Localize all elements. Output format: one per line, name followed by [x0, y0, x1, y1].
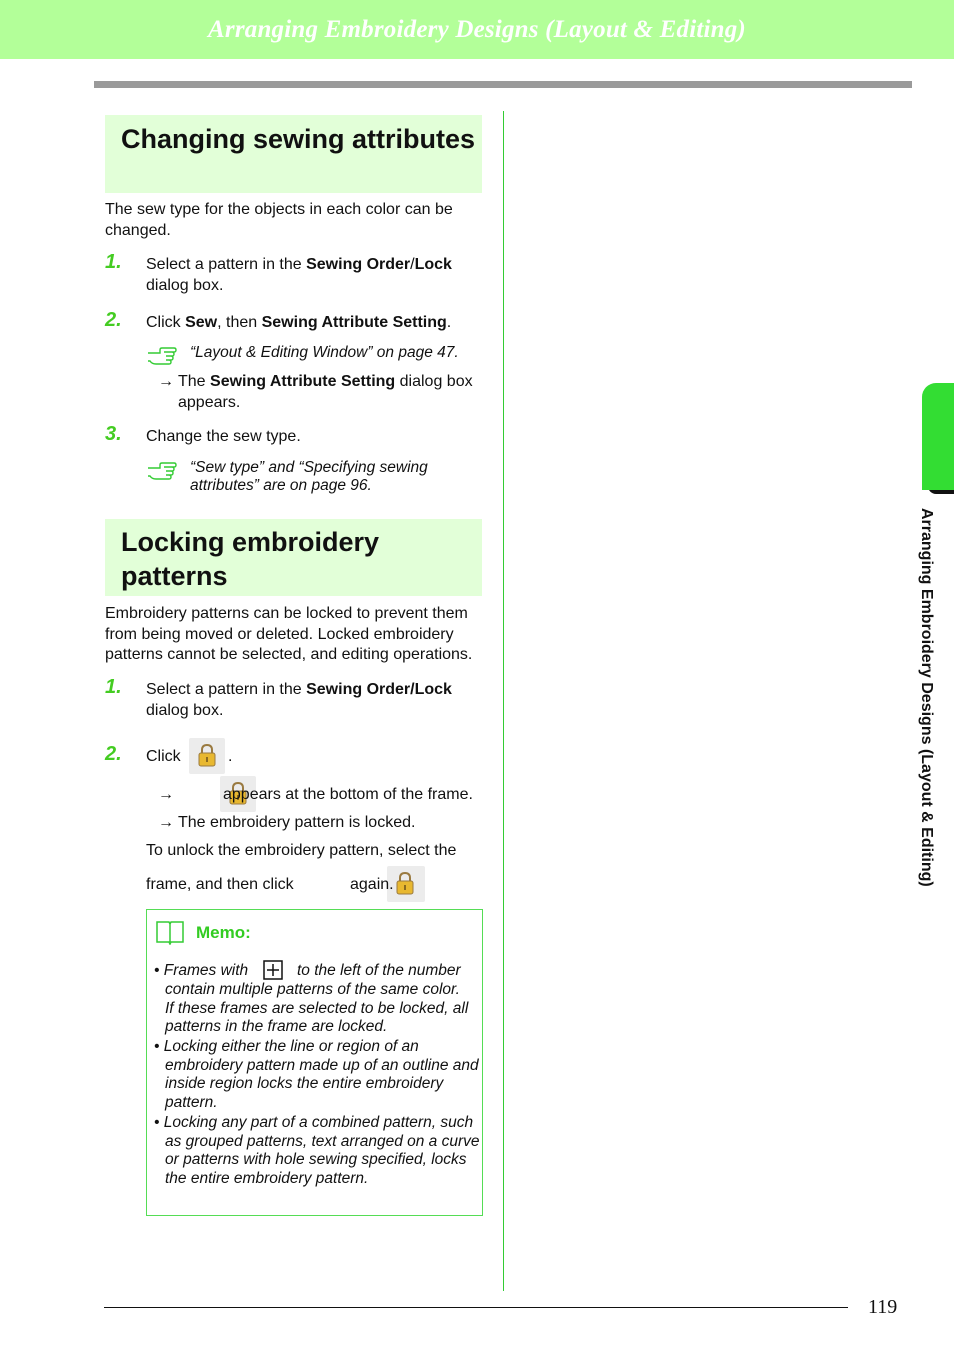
step-text: Change the sew type.	[146, 428, 301, 445]
result-text: The embroidery pattern is locked.	[178, 814, 416, 831]
memo-bullet: • Locking any part of a combined pattern, such as grouped patterns, text arranged on a curve or patterns with hole sewing specified, locks the entire embroidery pattern.	[154, 1114, 480, 1187]
memo-bullet: • Frames with	[154, 962, 249, 979]
memo-bullet: to the left of the number	[297, 962, 461, 979]
hand-pointer-icon	[146, 345, 178, 374]
result-arrow: →	[158, 373, 174, 390]
result-arrow: →	[158, 786, 174, 803]
memo-bullet: • Locking either the line or region of an embroidery pattern made up of an outline and inside region locks the entire embroidery pattern.	[154, 1038, 479, 1111]
step-text-end: .	[228, 748, 233, 765]
step-text: Select a pattern in the Sewing Order/Lock dialog box.	[146, 681, 452, 719]
step-text: Click	[146, 748, 181, 765]
step-text: Select a pattern in the Sewing Order/Lock dialog box.	[146, 256, 452, 294]
reference-link[interactable]: “Layout & Editing Window” on page 47.	[190, 344, 459, 361]
unlock-text: frame, and then click	[146, 876, 294, 893]
header-banner	[0, 0, 954, 59]
book-icon	[155, 919, 185, 950]
step-number: 2.	[105, 309, 122, 331]
step-number: 2.	[105, 743, 122, 765]
result-arrow: →	[158, 814, 174, 831]
step-text: Click Sew, then Sewing Attribute Setting.	[146, 314, 452, 331]
page-number: 119	[868, 1296, 898, 1318]
column-divider	[503, 111, 504, 1291]
section-heading-box	[105, 115, 482, 193]
header-rule	[94, 81, 912, 88]
section-title: Locking embroidery patterns	[121, 527, 380, 591]
chapter-tab[interactable]	[922, 383, 954, 490]
result-text: appears at the bottom of the frame.	[223, 786, 473, 803]
section-heading-box	[105, 519, 482, 596]
section-title: Changing sewing attributes	[121, 124, 476, 154]
footer-rule	[104, 1307, 848, 1308]
step-number: 1.	[105, 676, 122, 698]
result-text: The Sewing Attribute Setting dialog box appears.	[178, 373, 473, 411]
lock-icon	[197, 743, 217, 767]
memo-bullet: contain multiple patterns of the same color. If these frames are selected to be locked, all patterns in the frame are locked.	[165, 981, 469, 1035]
banner-title: Arranging Embroidery Designs (Layout & Editing)	[208, 15, 746, 43]
lock-icon	[395, 871, 415, 895]
section-intro: The sew type for the objects in each color can be changed.	[105, 201, 453, 239]
memo-title: Memo:	[196, 923, 251, 942]
chapter-side-label: Arranging Embroidery Designs (Layout & Editing)	[918, 508, 935, 887]
reference-link[interactable]: “Sew type” and “Specifying sewing attributes” are on page 96.	[190, 459, 428, 494]
unlock-text: To unlock the embroidery pattern, select the	[146, 842, 457, 859]
section-intro: Embroidery patterns can be locked to prevent them from being moved or deleted. Locked embroidery patterns cannot be selected, and editing operations.	[105, 605, 473, 663]
memo-box	[146, 909, 483, 1216]
unlock-text: again.	[350, 876, 394, 893]
step-number: 1.	[105, 251, 122, 273]
step-number: 3.	[105, 423, 122, 445]
hand-pointer-icon	[146, 460, 178, 489]
lock-button[interactable]	[189, 738, 225, 774]
